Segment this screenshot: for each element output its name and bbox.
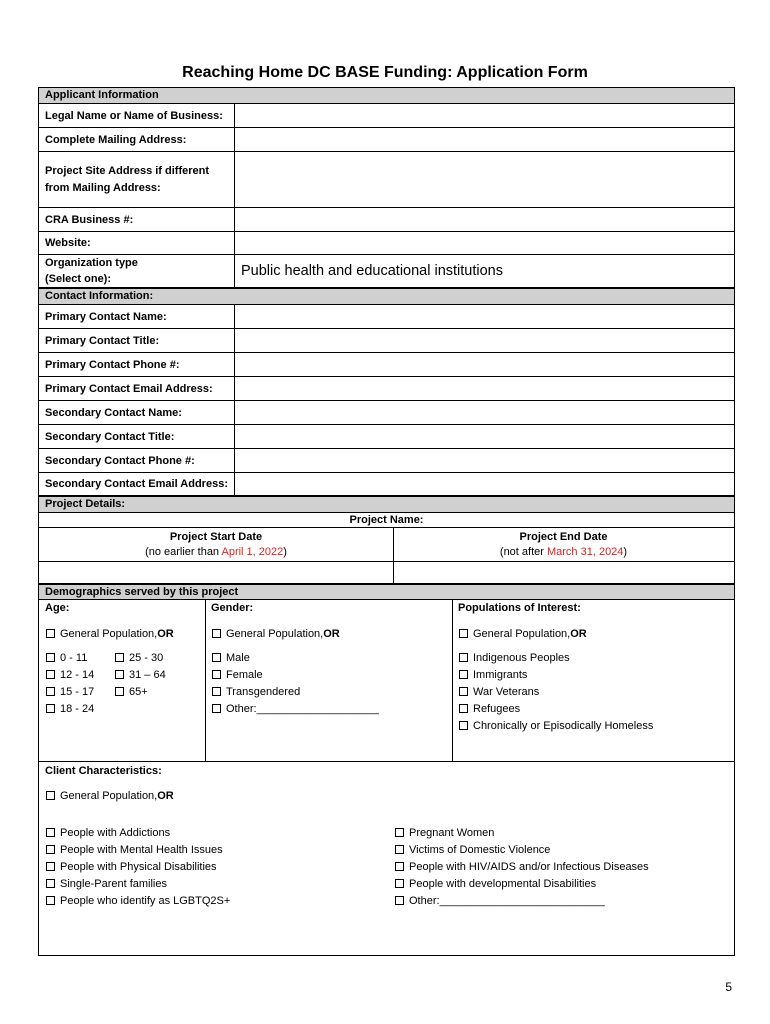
age-option[interactable]: 15 - 17 xyxy=(46,683,94,700)
checkbox-icon[interactable] xyxy=(395,862,404,871)
project-end-header xyxy=(393,528,734,561)
project-end-date: March 31, 2024 xyxy=(546,546,624,558)
cra-label: CRA Business #: xyxy=(39,208,235,231)
checkbox-icon[interactable] xyxy=(46,828,55,837)
client-characteristics-label: Client Characteristics: xyxy=(45,765,162,777)
contact-row xyxy=(38,353,735,377)
client-list-left xyxy=(46,824,230,909)
checkbox-icon[interactable] xyxy=(459,687,468,696)
gender-option[interactable]: Transgendered xyxy=(212,683,379,700)
project-start-date-field[interactable] xyxy=(39,562,394,583)
demographics-section-header: Demographics served by this project xyxy=(38,584,735,600)
mailing-address-field[interactable] xyxy=(235,128,734,151)
population-option[interactable]: War Veterans xyxy=(459,683,653,700)
project-end-note: (not after March 31, 2024) xyxy=(499,546,628,558)
mailing-address-label: Complete Mailing Address: xyxy=(39,128,235,151)
population-option[interactable]: Chronically or Episodically Homeless xyxy=(459,717,653,734)
client-option[interactable]: Other:___________________________ xyxy=(395,892,649,909)
checkbox-icon[interactable] xyxy=(46,862,55,871)
org-type-field[interactable]: Public health and educational institutions xyxy=(241,263,503,279)
contact-row xyxy=(38,401,735,425)
checkbox-icon[interactable] xyxy=(395,828,404,837)
primary-title-field[interactable] xyxy=(235,329,734,352)
contact-row xyxy=(38,305,735,329)
contact-row xyxy=(38,473,735,496)
age-general-population-option[interactable]: General Population, OR xyxy=(46,625,174,642)
page-title: Reaching Home DC BASE Funding: Application Form xyxy=(182,64,588,81)
checkbox-icon[interactable] xyxy=(459,653,468,662)
checkbox-icon[interactable] xyxy=(212,653,221,662)
checkbox-icon[interactable] xyxy=(46,704,55,713)
age-option[interactable]: 12 - 14 xyxy=(46,666,94,683)
primary-phone-field[interactable] xyxy=(235,353,734,376)
contact-section-header: Contact Information: xyxy=(38,288,735,305)
applicant-mailing-row xyxy=(38,128,735,152)
age-option[interactable]: 65+ xyxy=(115,683,166,700)
project-end-date-field[interactable] xyxy=(393,562,734,583)
checkbox-icon[interactable] xyxy=(459,721,468,730)
primary-name-field[interactable] xyxy=(235,305,734,328)
checkbox-icon[interactable] xyxy=(115,670,124,679)
checkbox-icon[interactable] xyxy=(46,653,55,662)
age-list-1 xyxy=(46,649,94,717)
checkbox-icon[interactable] xyxy=(395,845,404,854)
age-option[interactable]: 31 – 64 xyxy=(115,666,166,683)
populations-column xyxy=(452,600,734,761)
checkbox-icon[interactable] xyxy=(46,629,55,638)
age-list-2 xyxy=(115,649,166,700)
primary-name-label: Primary Contact Name: xyxy=(39,305,235,328)
project-dates-input-row xyxy=(38,562,735,584)
primary-title-label: Primary Contact Title: xyxy=(39,329,235,352)
client-option[interactable]: Single-Parent families xyxy=(46,875,230,892)
population-option[interactable]: Refugees xyxy=(459,700,653,717)
contact-row xyxy=(38,449,735,473)
contact-row xyxy=(38,425,735,449)
gender-option[interactable]: Other:____________________ xyxy=(212,700,379,717)
legal-name-field[interactable] xyxy=(235,104,734,127)
checkbox-icon[interactable] xyxy=(459,704,468,713)
client-option[interactable]: People with Physical Disabilities xyxy=(46,858,230,875)
client-characteristics-box xyxy=(38,762,735,956)
contact-row xyxy=(38,377,735,401)
secondary-phone-field[interactable] xyxy=(235,449,734,472)
checkbox-icon[interactable] xyxy=(115,653,124,662)
primary-phone-label: Primary Contact Phone #: xyxy=(39,353,235,376)
contact-row xyxy=(38,329,735,353)
secondary-title-label: Secondary Contact Title: xyxy=(39,425,235,448)
checkbox-icon[interactable] xyxy=(459,629,468,638)
client-option[interactable]: People with Mental Health Issues xyxy=(46,841,230,858)
legal-name-label: Legal Name or Name of Business: xyxy=(39,104,235,127)
secondary-name-label: Secondary Contact Name: xyxy=(39,401,235,424)
project-name-row[interactable] xyxy=(38,513,735,528)
age-option[interactable]: 25 - 30 xyxy=(115,649,166,666)
checkbox-icon[interactable] xyxy=(395,879,404,888)
populations-label: Populations of Interest: xyxy=(458,602,581,614)
checkbox-icon[interactable] xyxy=(459,670,468,679)
gender-label: Gender: xyxy=(211,602,254,614)
client-option[interactable]: Pregnant Women xyxy=(395,824,649,841)
applicant-cra-row xyxy=(38,208,735,232)
applicant-site-row xyxy=(38,152,735,208)
site-address-field[interactable] xyxy=(235,152,734,207)
population-option[interactable]: Indigenous Peoples xyxy=(459,649,653,666)
gender-option[interactable]: Female xyxy=(212,666,379,683)
client-option[interactable]: People with developmental Disabilities xyxy=(395,875,649,892)
org-type-label: Organization type (Select one): xyxy=(39,255,235,287)
checkbox-icon[interactable] xyxy=(395,896,404,905)
gender-list xyxy=(212,649,379,717)
page-number: 5 xyxy=(725,980,732,994)
populations-list xyxy=(459,649,653,734)
applicant-legal-name-row xyxy=(38,104,735,128)
checkbox-icon[interactable] xyxy=(212,629,221,638)
applicant-website-row xyxy=(38,232,735,255)
checkbox-icon[interactable] xyxy=(115,687,124,696)
website-label: Website: xyxy=(39,232,235,254)
checkbox-icon[interactable] xyxy=(46,791,55,800)
site-address-label: Project Site Address if different from Mailing Address: xyxy=(39,152,235,207)
checkbox-icon[interactable] xyxy=(212,670,221,679)
age-option[interactable]: 18 - 24 xyxy=(46,700,94,717)
secondary-email-label: Secondary Contact Email Address: xyxy=(39,473,235,495)
client-option[interactable]: People with Addictions xyxy=(46,824,230,841)
gender-column xyxy=(205,600,453,761)
project-end-label: Project End Date xyxy=(519,531,608,543)
cra-field[interactable] xyxy=(235,208,734,231)
secondary-name-field[interactable] xyxy=(235,401,734,424)
populations-general-population-option[interactable]: General Population, OR xyxy=(459,625,587,642)
checkbox-icon[interactable] xyxy=(212,704,221,713)
demographics-table xyxy=(38,600,735,762)
secondary-phone-label: Secondary Contact Phone #: xyxy=(39,449,235,472)
checkbox-icon[interactable] xyxy=(46,670,55,679)
project-name-label: Project Name: xyxy=(349,514,424,526)
checkbox-icon[interactable] xyxy=(46,845,55,854)
age-label: Age: xyxy=(45,602,70,614)
age-column xyxy=(39,600,206,761)
primary-email-field[interactable] xyxy=(235,377,734,400)
client-general-population-option[interactable]: General Population, OR xyxy=(46,787,174,804)
gender-option[interactable]: Male xyxy=(212,649,379,666)
project-start-date: April 1, 2022 xyxy=(221,546,284,558)
secondary-email-field[interactable] xyxy=(235,473,734,495)
project-start-header xyxy=(39,528,394,561)
checkbox-icon[interactable] xyxy=(46,896,55,905)
gender-general-population-option[interactable]: General Population, OR xyxy=(212,625,340,642)
project-dates-header-row xyxy=(38,528,735,562)
age-option[interactable]: 0 - 11 xyxy=(46,649,94,666)
project-section-header: Project Details: xyxy=(38,496,735,513)
applicant-org-type-row xyxy=(38,255,735,288)
client-option[interactable]: People who identify as LGBTQ2S+ xyxy=(46,892,230,909)
website-field[interactable] xyxy=(235,232,734,254)
applicant-section-header: Applicant Information xyxy=(38,87,735,104)
checkbox-icon[interactable] xyxy=(46,879,55,888)
client-list-right xyxy=(395,824,649,909)
secondary-title-field[interactable] xyxy=(235,425,734,448)
primary-email-label: Primary Contact Email Address: xyxy=(39,377,235,400)
population-option[interactable]: Immigrants xyxy=(459,666,653,683)
client-option[interactable]: People with HIV/AIDS and/or Infectious Diseases xyxy=(395,858,649,875)
project-start-label: Project Start Date xyxy=(169,531,263,543)
client-option[interactable]: Victims of Domestic Violence xyxy=(395,841,649,858)
checkbox-icon[interactable] xyxy=(212,687,221,696)
project-start-note: (no earlier than April 1, 2022) xyxy=(145,546,287,558)
checkbox-icon[interactable] xyxy=(46,687,55,696)
